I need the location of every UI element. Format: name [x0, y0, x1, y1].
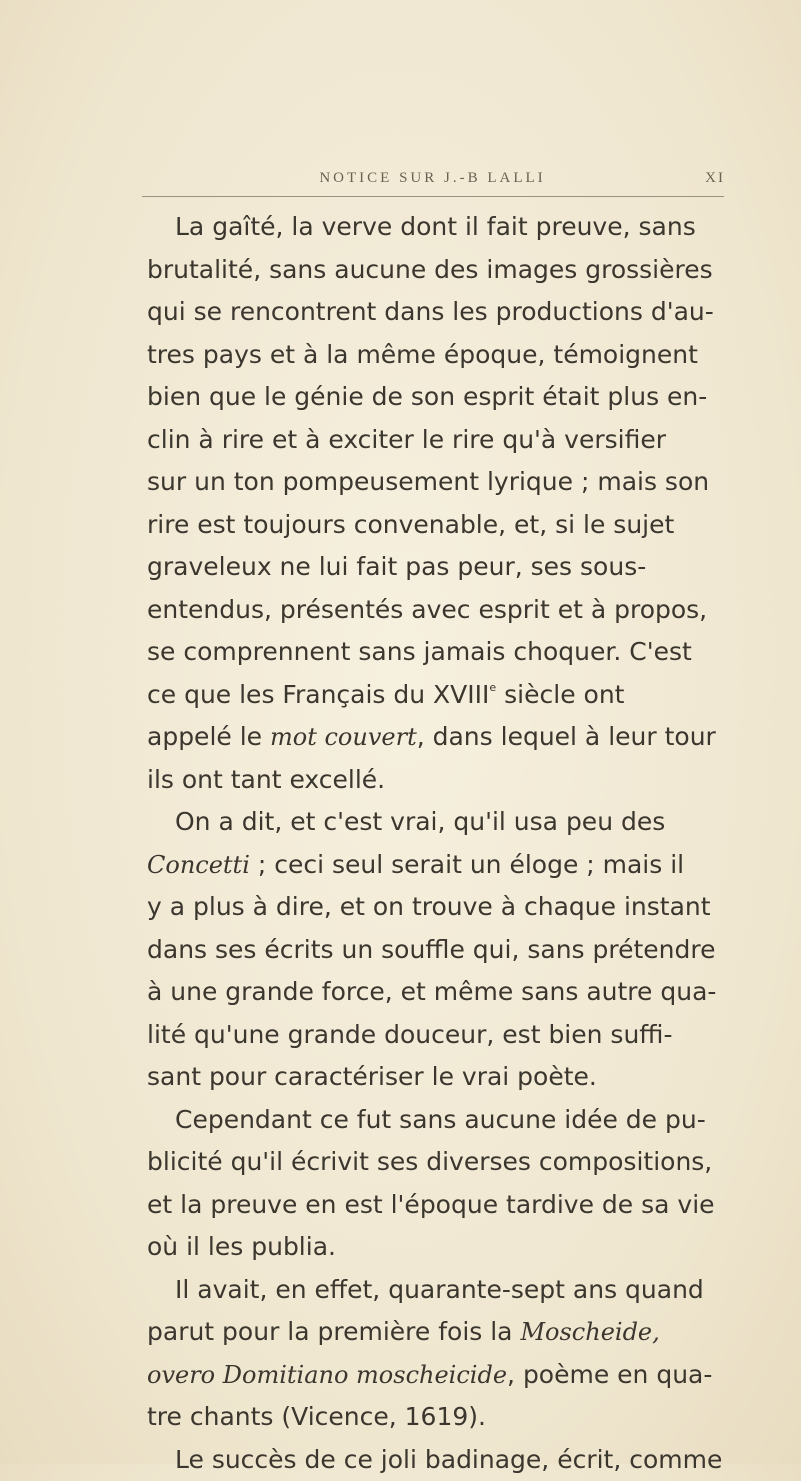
text-line — [147, 1396, 727, 1439]
text-line — [147, 674, 727, 717]
text-line — [147, 971, 727, 1014]
line-text: se comprennent sans jamais choquer. C'est — [147, 637, 692, 666]
text-line — [147, 886, 727, 929]
line-text: clin à rire et à exciter le rire qu'à versifier — [147, 425, 666, 454]
text-line — [147, 929, 727, 972]
line-text: tres pays et à la même époque, témoignent — [147, 340, 698, 369]
line-text: On a dit, et c'est vrai, qu'il usa peu des — [175, 807, 665, 836]
line-text: lité qu'une grande douceur, est bien suffi- — [147, 1020, 673, 1049]
text-line — [147, 1099, 727, 1142]
line-text: siècle ont — [496, 680, 624, 709]
line-text: La gaîté, la verve dont il fait preuve, sans — [175, 212, 696, 241]
text-line — [147, 1141, 727, 1184]
line-text: appelé le — [147, 722, 270, 751]
line-text: qui se rencontrent dans les productions d'au- — [147, 297, 714, 326]
text-line — [147, 1226, 727, 1269]
line-text: sur un ton pompeusement lyrique ; mais son — [147, 467, 709, 496]
line-text: et la preuve en est l'époque tardive de sa vie — [147, 1190, 715, 1219]
text-line — [147, 844, 727, 887]
text-line — [147, 419, 727, 462]
line-text: brutalité, sans aucune des images grossières — [147, 255, 713, 284]
text-line — [147, 376, 727, 419]
text-line — [147, 631, 727, 674]
line-text: dans ses écrits un souffle qui, sans prétendre — [147, 935, 716, 964]
line-text: sant pour caractériser le vrai poète. — [147, 1062, 597, 1091]
italic-phrase: mot couvert — [270, 723, 417, 751]
text-line — [147, 1311, 727, 1354]
text-line — [147, 546, 727, 589]
line-text: Le succès de ce joli badinage, écrit, comme — [175, 1445, 722, 1474]
superscript: e — [489, 681, 496, 694]
line-text: à une grande force, et même sans autre qua- — [147, 977, 716, 1006]
text-line — [147, 1269, 727, 1312]
line-text: ils ont tant excellé. — [147, 765, 385, 794]
line-text: Il avait, en effet, quarante-sept ans quand — [175, 1275, 704, 1304]
line-text: Cependant ce fut sans aucune idée de pu- — [175, 1105, 706, 1134]
header-rule — [142, 196, 724, 197]
text-line — [147, 1014, 727, 1057]
page-number: XI — [705, 170, 725, 187]
text-line — [147, 589, 727, 632]
text-line — [147, 206, 727, 249]
text-line — [147, 716, 727, 759]
line-text: blicité qu'il écrivit ses diverses compositions, — [147, 1147, 712, 1176]
line-text: rire est toujours convenable, et, si le sujet — [147, 510, 674, 539]
line-text: , dans lequel à leur tour — [417, 722, 716, 751]
text-line — [147, 759, 727, 802]
body-text — [147, 206, 727, 1481]
text-line — [147, 801, 727, 844]
line-text: où il les publia. — [147, 1232, 336, 1261]
italic-phrase: Moscheide, — [520, 1318, 659, 1346]
text-line — [147, 504, 727, 547]
text-line — [147, 334, 727, 377]
line-text: y a plus à dire, et on trouve à chaque instant — [147, 892, 711, 921]
text-line — [147, 1354, 727, 1397]
line-text: graveleux ne lui fait pas peur, ses sous- — [147, 552, 646, 581]
text-line — [147, 1184, 727, 1227]
running-header — [140, 168, 725, 192]
text-line — [147, 1439, 727, 1481]
text-line — [147, 249, 727, 292]
text-line — [147, 461, 727, 504]
italic-phrase: Concetti — [147, 851, 250, 879]
italic-phrase: overo Domitiano moscheicide — [147, 1361, 507, 1389]
line-text: parut pour la première fois la — [147, 1317, 520, 1346]
text-line — [147, 291, 727, 334]
running-title: NOTICE SUR J.-B LALLI — [140, 170, 725, 187]
line-text: entendus, présentés avec esprit et à propos, — [147, 595, 707, 624]
line-text: tre chants (Vicence, 1619). — [147, 1402, 486, 1431]
line-text: ; ceci seul serait un éloge ; mais il — [250, 850, 684, 879]
line-text: bien que le génie de son esprit était plus en- — [147, 382, 707, 411]
line-text: ce que les Français du XVIII — [147, 680, 489, 709]
text-line — [147, 1056, 727, 1099]
line-text: , poème en qua- — [507, 1360, 712, 1389]
